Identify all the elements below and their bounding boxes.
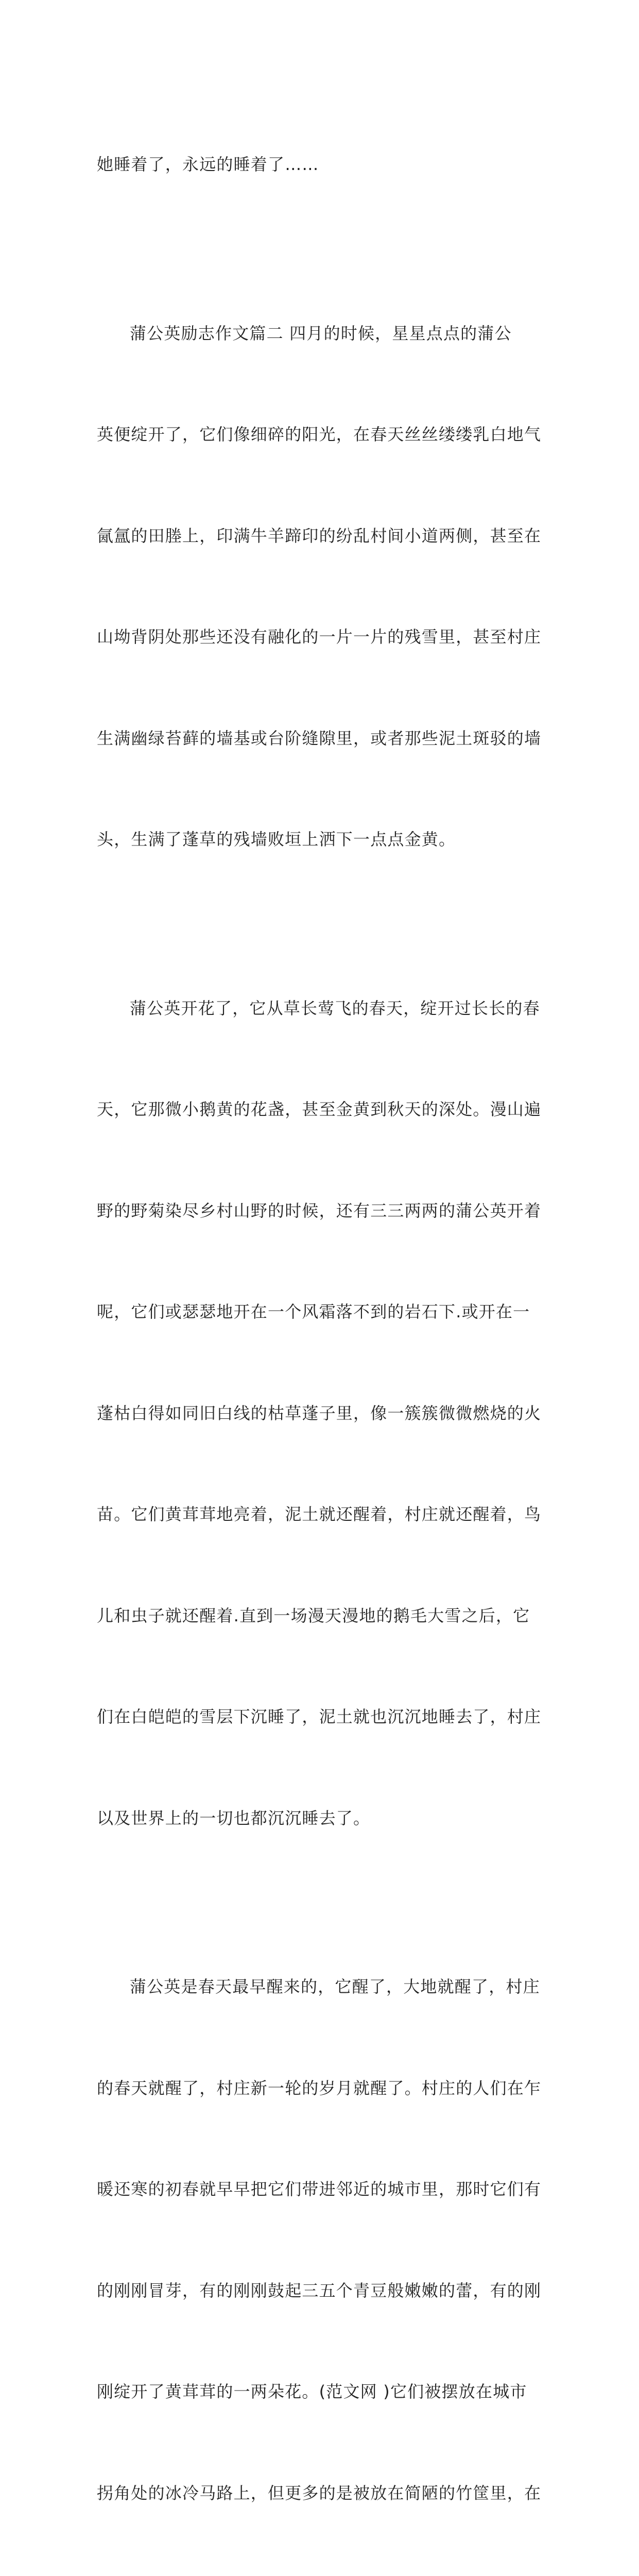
text-line: 野的野菊染尽乡村山野的时候，还有三三两两的蒲公英开着 [97,1200,542,1221]
text-line: 的刚刚冒芽，有的刚刚鼓起三五个青豆般嫩嫩的蕾，有的刚 [97,2280,542,2300]
text-line: 蒲公英是春天最早醒来的，它醒了，大地就醒了，村庄 [130,1977,540,1996]
text-line: 生满幽绿苔藓的墙基或台阶缝隙里，或者那些泥土斑驳的墙 [97,728,542,748]
document-body [97,80,542,2576]
paragraph-4 [97,1903,542,2576]
text-line: 英便绽开了，它们像细碎的阳光，在春天丝丝缕缕乳白地气 [97,425,542,444]
text-line: 们在白皑皑的雪层下沉睡了，泥土就也沉沉地睡去了，村庄 [97,1707,542,1726]
text-line: 头，生满了蓬草的残墙败垣上洒下一点点金黄。 [97,829,456,849]
paragraph-3 [97,924,542,1903]
text-line: 氤氲的田塍上，印满牛羊蹄印的纷乱村间小道两侧，甚至在 [97,526,542,546]
paragraph-2 [97,249,542,924]
text-line: 儿和虫子就还醒着.直到一场漫天漫地的鹅毛大雪之后，它 [97,1605,530,1625]
text-line: 蓬枯白得如同旧白线的枯草蓬子里，像一簇簇微微燃烧的火 [97,1403,542,1423]
text-line: 刚绽开了黄茸茸的一两朵花。(范文网 )它们被摆放在城市 [97,2382,527,2401]
text-line: 苗。它们黄茸茸地亮着，泥土就还醒着，村庄就还醒着，鸟 [97,1504,542,1524]
text-line: 的春天就醒了，村庄新一轮的岁月就醒了。村庄的人们在乍 [97,2078,542,2098]
paragraph-1 [97,80,542,249]
text-line: 蒲公英励志作文篇二 四月的时候，星星点点的蒲公 [130,323,512,343]
text-line: 以及世界上的一切也都沉沉睡去了。 [97,1808,371,1828]
text-line: 山坳背阴处那些还没有融化的一片一片的残雪里，甚至村庄 [97,627,542,647]
text-line: 暖还寒的初春就早早把它们带进邻近的城市里，那时它们有 [97,2179,542,2199]
text-line: 呢，它们或瑟瑟地开在一个风霜落不到的岩石下.或开在一 [97,1302,530,1321]
text-line: 蒲公英开花了，它从草长莺飞的春天，绽开过长长的春 [130,998,540,1018]
text-line: 她睡着了，永远的睡着了…… [97,155,319,174]
text-line: 天，它那微小鹅黄的花盏，甚至金黄到秋天的深处。漫山遍 [97,1099,542,1119]
text-line: 拐角处的冰冷马路上，但更多的是被放在简陋的竹筐里，在 [97,2483,542,2503]
